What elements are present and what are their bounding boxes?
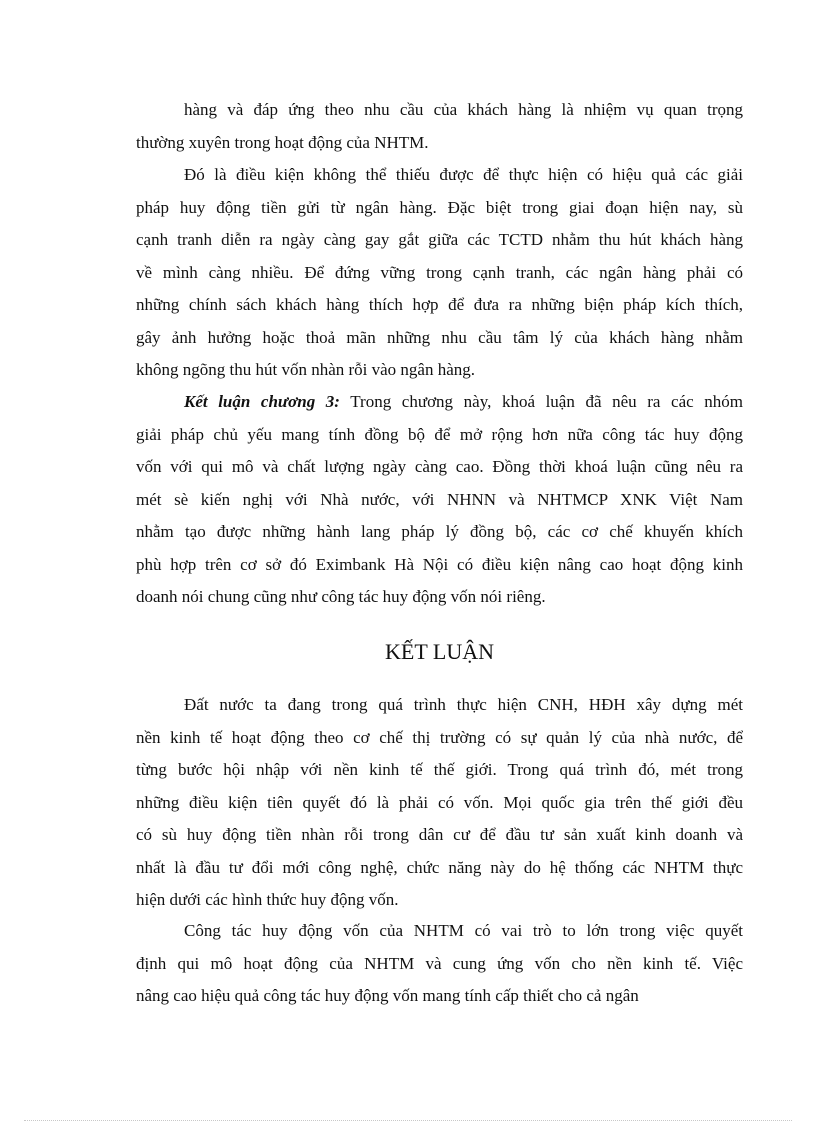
text-line: cạnh tranh diễn ra ngày càng gay gắt giữa các TCTD nhằm thu hút khách hàng: [136, 230, 743, 249]
text-line: [136, 386, 743, 419]
text-fragment: Trong chương này, khoá luận đã nêu ra các nhóm: [339, 392, 743, 411]
text-line: phù hợp trên cơ sở đó Eximbank Hà Nội có điều kiện nâng cao hoạt động kinh: [136, 554, 743, 574]
text-line: mét sè kiến nghị với Nhà nước, với NHNN và NHTMCP XNK Việt Nam: [136, 489, 743, 509]
paragraph-chapter-conclusion: [136, 386, 743, 614]
text-line: thường xuyên trong hoạt động của NHTM.: [136, 132, 429, 152]
text-line: doanh nói chung cũng như công tác huy động vốn nói riêng.: [136, 587, 546, 606]
text-line: Công tác huy động vốn của NHTM có vai trò to lớn trong việc quyết: [184, 921, 743, 940]
paragraph-competition: [136, 159, 743, 387]
page-bottom-rule: [24, 1120, 792, 1121]
text-line: những điều kiện tiên quyết đó là phải có vốn. Mọi quốc gia trên thế giới đều: [136, 792, 743, 812]
text-line: có sù huy động tiền nhàn rỗi trong dân cư để đầu tư sản xuất kinh doanh và: [136, 825, 743, 844]
section-heading: KẾT LUẬN: [385, 639, 494, 664]
text-line: vốn với qui mô và chất lượng ngày càng cao. Đồng thời khoá luận cũng nêu ra: [136, 457, 743, 476]
text-line: Đó là điều kiện không thể thiếu được để thực hiện có hiệu quả các giải: [184, 165, 743, 184]
text-line: giải pháp chủ yếu mang tính đồng bộ để mở rộng hơn nữa công tác huy động: [136, 424, 743, 444]
text-line: nâng cao hiệu quả công tác huy động vốn mang tính cấp thiết cho cả ngân: [136, 986, 639, 1005]
text-line: hiện dưới các hình thức huy động vốn.: [136, 890, 399, 909]
text-line: nền kinh tế hoạt động theo cơ chế thị trường có sự quản lý của nhà nước, để: [136, 727, 743, 747]
text-line: không ngõng thu hút vốn nhàn rỗi vào ngân hàng.: [136, 360, 476, 379]
chapter-conclusion-label: Kết luận chương 3:: [184, 392, 340, 411]
text-line: hàng và đáp ứng theo nhu cầu của khách hàng là nhiệm vụ quan trọng: [184, 100, 743, 119]
paragraph-conclusion-2: [136, 915, 743, 1013]
text-line: từng bước hội nhập với nền kinh tế thế giới. Trong quá trình đó, mét trong: [136, 760, 743, 779]
paragraph-continuation: [136, 94, 743, 159]
paragraph-conclusion-1: [136, 689, 743, 917]
text-line: về mình càng nhiều. Để đứng vững trong cạnh tranh, các ngân hàng phải có: [136, 262, 743, 282]
text-line: nhất là đầu tư đổi mới công nghệ, chức năng này do hệ thống các NHTM thực: [136, 857, 743, 877]
text-line: định qui mô hoạt động của NHTM và cung ứng vốn cho nền kinh tế. Việc: [136, 953, 743, 973]
text-line: Đất nước ta đang trong quá trình thực hiện CNH, HĐH xây dựng mét: [184, 695, 743, 714]
text-line: những chính sách khách hàng thích hợp để đưa ra những biện pháp kích thích,: [136, 295, 743, 314]
text-line: nhằm tạo được những hành lang pháp lý đồng bộ, các cơ chế khuyến khích: [136, 522, 743, 541]
text-line: pháp huy động tiền gửi từ ngân hàng. Đặc biệt trong giai đoạn hiện nay, sù: [136, 197, 743, 217]
text-line: gây ảnh hưởng hoặc thoả mãn những nhu cầu tâm lý của khách hàng nhằm: [136, 327, 743, 347]
